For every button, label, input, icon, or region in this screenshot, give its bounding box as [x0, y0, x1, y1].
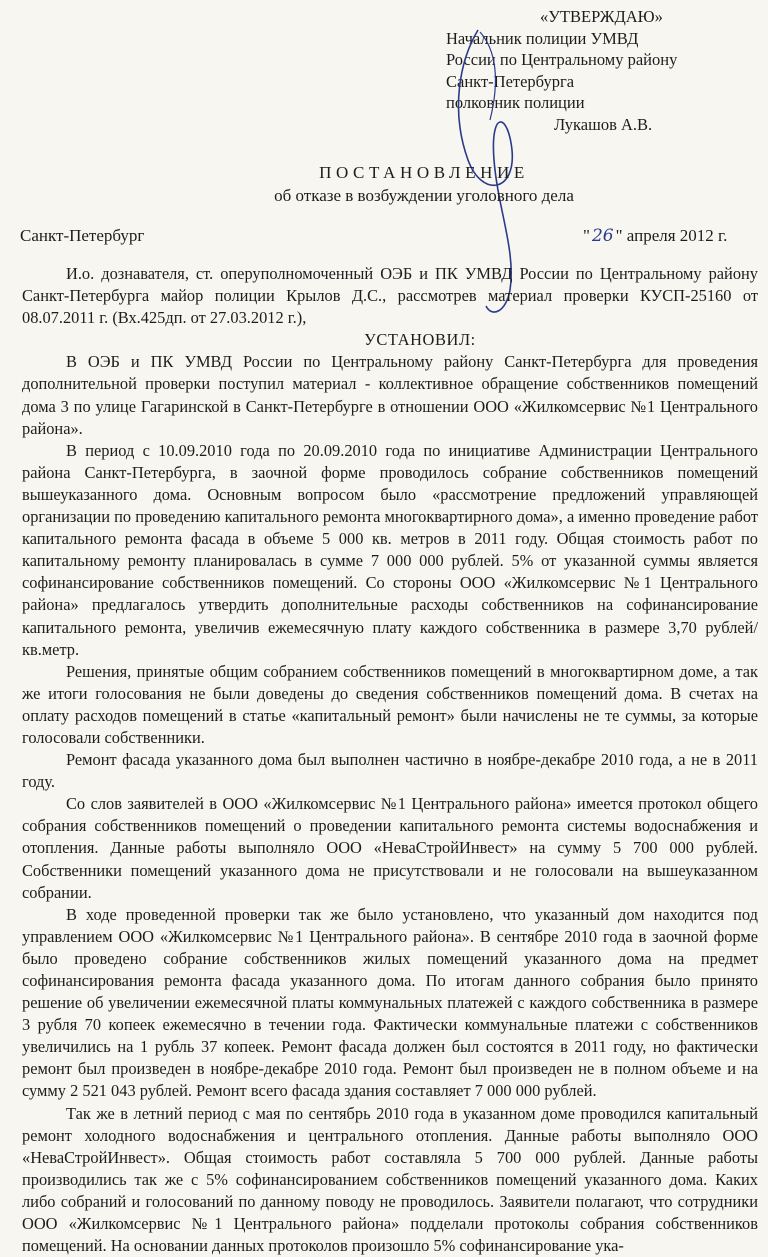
established-heading: УСТАНОВИЛ: [364, 330, 476, 350]
date-prefix: " [583, 226, 590, 245]
document-title: ПОСТАНОВЛЕНИЕ [319, 163, 529, 182]
body-paragraph: Так же в летний период с мая по сентябрь 2010 года в указанном доме проводился капитальный ремонт холодного водоснабжения и центрального отопления. Данные работы выполняло ООО «НеваСтройИнвест». Общая стоимость работ составляла 5 700 000 рублей. Данные работы производились так же с 5% софинансированием собственников помещений указанного дома. Каких либо собраний и голосований по данному поводу не проводилось. Заявители полагают, что сотрудники ООО «Жилкомсервис №1 Центрального района» подделали протоколы собрания собственников помещений. На основании данных протоколов произошло 5% софинансирование ука- [22, 1103, 758, 1256]
approval-line: Начальник полиции УМВД [446, 28, 639, 48]
approval-line: полковник полиции [446, 93, 585, 113]
document-city: Санкт-Петербург [20, 226, 145, 245]
body-paragraph: В ходе проведенной проверки так же было установлено, что указанный дом находится под управлением ООО «Жилкомсервис №1 Центрального района». В сентябре 2010 года в заочной форме было проведено собрание собственников жилых помещений указанного дома на предмет софинансирования ремонта фасада указанного дома. По итогам данного собрания было принято решение об увеличении ежемесячной платы коммунальных платежей с каждого собственника в размере 3 рубля 70 копеек ежемесячно в течении года. Фактически коммунальные платежи с собственников увеличились на 1 рубль 37 копеек. Ремонт фасада должен был состоятся в 2011 году, но фактически ремонт был произведен в ноябре-декабре 2010 года. Ремонт был произведен не в полном объеме и на сумму 2 521 043 рублей. Ремонт всего фасада здания составляет 7 000 000 рублей. [22, 904, 758, 1101]
body-paragraph: В период с 10.09.2010 года по 20.09.2010 года по инициативе Администрации Центрального района Санкт-Петербурга, в заочной форме проводилось собрание собственников помещений вышеуказанного дома. Основным вопросом было «рассмотрение предложений управляющей организации по проведению капитального ремонта многоквартирного дома», а именно проведение работ капитального ремонта фасада в объеме 5 000 кв. метров в 2011 году. Общая стоимость работ по капитальному ремонту планировалась в сумме 7 000 000 рублей. 5% от указанной суммы является софинансирование собственников помещений. Со стороны ООО «Жилкомсервис №1 Центрального района» предлагалось утвердить дополнительные расходы собственников на софинансирование капитального ремонта, увеличив ежемесячную плату каждого собственника в размере 3,70 рублей/кв.метр. [22, 440, 758, 659]
approval-name: Лукашов А.В. [554, 114, 653, 134]
body-paragraph: Решения, принятые общим собранием собственников помещений в многоквартирном доме, а так же итоги голосования не были доведены до сведения собственников помещений дома. В счетах на оплату расходов помещений в статье «капитальный ремонт» были начислены не те суммы, за которые голосовали собственники. [22, 661, 758, 747]
intro-paragraph: И.о. дознавателя, ст. оперуполномоченный ОЭБ и ПК УМВД России по Центральному району Санкт-Петербурга майор полиции Крылов Д.С., рассмотрев материал проверки КУСП-25160 от 08.07.2011 г. (Вх.425дп. от 27.03.2012 г.), [22, 264, 758, 328]
approval-heading: «УТВЕРЖДАЮ» [540, 7, 663, 26]
date-suffix: " апреля 2012 г. [615, 226, 728, 245]
body-paragraph: Ремонт фасада указанного дома был выполнен частично в ноябре-декабре 2010 года, а не в 2011 году. [22, 750, 758, 792]
approval-line: России по Центральному району [446, 50, 678, 70]
document-subtitle: об отказе в возбуждении уголовного дела [274, 186, 574, 205]
body-paragraph: В ОЭБ и ПК УМВД России по Центральному району Санкт-Петербурга для проведения дополнительной проверки поступил материал - коллективное обращение собственников помещений дома 3 по улице Гагаринской в Санкт-Петербурге в отношении ООО «Жилкомсервис №1 Центрального района». [22, 352, 758, 438]
document-date [583, 226, 727, 246]
date-day: 26 [591, 226, 614, 246]
body-paragraph: Со слов заявителей в ООО «Жилкомсервис №1 Центрального района» имеется протокол общего собрания собственников помещений о проведении капитального ремонта системы водоснабжения и отопления. Данные работы выполняло ООО «НеваСтройИнвест» на сумму 5 700 000 рублей. Собственники помещений указанного дома не присутствовали и не голосовали на вышеуказанном собрании. [22, 794, 758, 902]
document-body [22, 263, 758, 1257]
approval-line: Санкт-Петербурга [446, 71, 575, 91]
